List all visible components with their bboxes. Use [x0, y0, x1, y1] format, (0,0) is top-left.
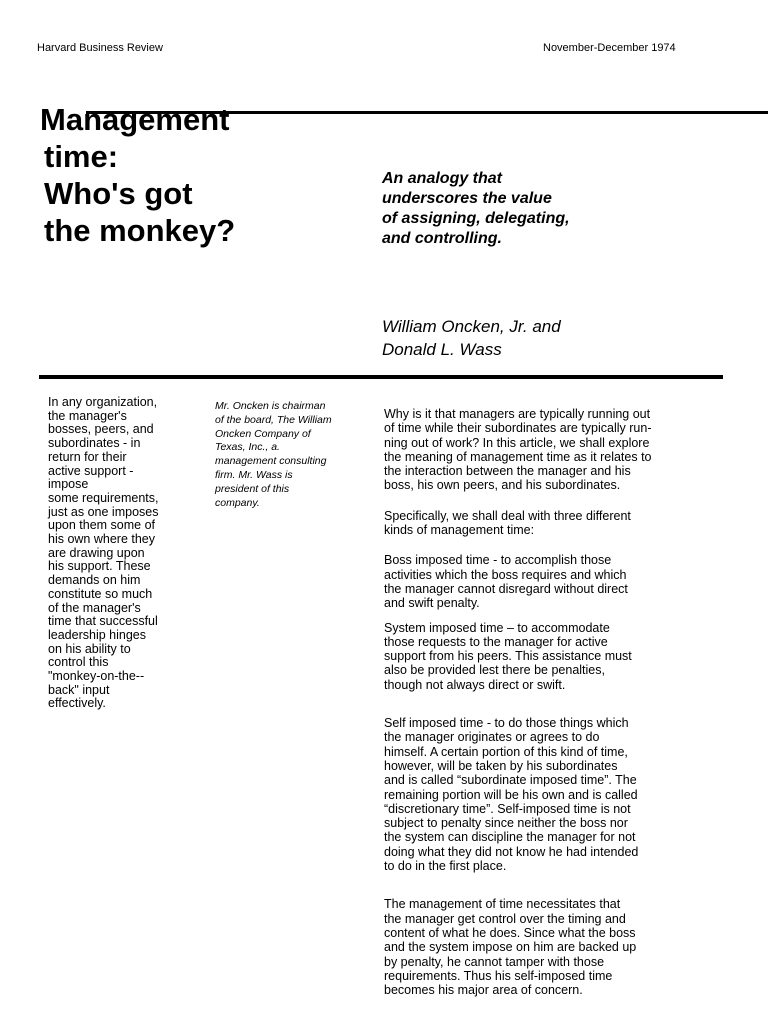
summary-line: control this: [48, 655, 109, 670]
body-line: to do in the first place.: [384, 859, 507, 874]
summary-line: effectively.: [48, 696, 106, 711]
article-authors: [382, 315, 561, 361]
author-note-line: Texas, Inc., a.: [215, 441, 280, 454]
article-subtitle: [382, 169, 570, 249]
body-line: The management of time necessitates that: [384, 897, 621, 912]
body-line: the manager get control over the timing and: [384, 911, 626, 926]
summary-column: [48, 396, 188, 711]
body-line: the interaction between the manager and his: [384, 464, 631, 479]
author-note-line: Mr. Oncken is chairman: [215, 400, 326, 412]
author-line: William Oncken, Jr. and: [382, 317, 561, 336]
body-line: Boss imposed time - to accomplish those: [384, 553, 612, 568]
body-line: System imposed time – to accommodate: [384, 620, 610, 635]
section-divider: [39, 375, 723, 379]
author-note-line: Oncken Company of: [215, 427, 311, 440]
summary-line: demands on him: [48, 573, 141, 588]
body-column: [384, 398, 714, 997]
body-line: Specifically, we shall deal with three different: [384, 508, 631, 523]
summary-line: just as one imposes: [48, 504, 159, 519]
body-line: subject to penalty since neither the boss nor: [384, 816, 628, 831]
body-line: those requests to the manager for active: [384, 634, 608, 649]
body-line: boss, his own peers, and his subordinates.: [384, 478, 621, 493]
subtitle-line: underscores the value: [382, 190, 552, 207]
body-line: also be provided lest there be penalties,: [384, 663, 605, 678]
summary-line: active support -: [48, 463, 134, 478]
body-line: kinds of management time:: [384, 523, 535, 538]
author-note-line: company.: [215, 496, 260, 509]
author-note-line: management consulting: [215, 455, 327, 468]
body-line: by penalty, he cannot tamper with those: [384, 954, 605, 969]
title-line: the monkey?: [44, 213, 236, 248]
body-line: requirements. Thus his self-imposed time: [384, 968, 613, 983]
body-line: “discretionary time”. Self-imposed time is not: [384, 801, 631, 816]
summary-line: his own where they: [48, 532, 156, 547]
publication-date: November-December 1974: [543, 42, 676, 54]
body-line: the manager cannot disregard without direct: [384, 581, 628, 596]
author-line: Donald L. Wass: [382, 340, 502, 359]
title-line: Who's got: [44, 176, 193, 211]
body-line: Self imposed time - to do those things which: [384, 716, 629, 731]
body-line: activities which the boss requires and which: [384, 567, 627, 582]
subtitle-line: An analogy that: [382, 170, 503, 187]
summary-line: upon them some of: [48, 518, 156, 533]
body-line: and the system impose on him are backed up: [384, 940, 637, 955]
publication-name: Harvard Business Review: [37, 42, 163, 54]
summary-line: some requirements,: [48, 490, 159, 505]
body-line: of time while their subordinates are typically run-: [384, 421, 652, 436]
body-line: ning out of work? In this article, we shall explore: [384, 435, 650, 450]
summary-line: his support. These: [48, 559, 151, 574]
body-line: the system can discipline the manager for not: [384, 830, 636, 845]
summary-line: return for their: [48, 449, 127, 464]
body-line: himself. A certain portion of this kind of time,: [384, 744, 628, 759]
summary-line: of the manager's: [48, 600, 141, 615]
body-line: and swift penalty.: [384, 596, 480, 611]
summary-line: impose: [48, 477, 89, 492]
summary-line: subordinates - in: [48, 436, 141, 451]
title-line: time:: [44, 139, 119, 174]
body-line: however, will be taken by his subordinates: [384, 758, 618, 773]
summary-line: back" input: [48, 682, 110, 697]
subtitle-line: and controlling.: [382, 230, 502, 247]
body-line: and is called “subordinate imposed time”. The: [384, 773, 637, 788]
summary-line: "monkey-on-the--: [48, 669, 145, 684]
summary-line: In any organization,: [48, 395, 158, 409]
summary-line: bosses, peers, and: [48, 422, 154, 437]
body-line: doing what they did not know he had intended: [384, 844, 639, 859]
summary-line: time that successful: [48, 614, 158, 629]
body-line: the meaning of management time as it relates to: [384, 449, 652, 464]
body-line: remaining portion will be his own and is called: [384, 787, 638, 802]
summary-line: leadership hinges: [48, 627, 146, 642]
title-line: Management: [40, 102, 230, 137]
summary-line: constitute so much: [48, 586, 153, 601]
summary-line: are drawing upon: [48, 545, 145, 560]
author-note: [215, 400, 360, 510]
body-line: though not always direct or swift.: [384, 677, 566, 692]
author-note-line: president of this: [215, 482, 290, 495]
body-line: content of what he does. Since what the boss: [384, 925, 636, 940]
summary-line: on his ability to: [48, 641, 131, 656]
body-line: support from his peers. This assistance must: [384, 649, 632, 664]
subtitle-line: of assigning, delegating,: [382, 210, 570, 227]
author-note-line: firm. Mr. Wass is: [215, 468, 293, 481]
body-line: Why is it that managers are typically running out: [384, 407, 651, 421]
summary-line: the manager's: [48, 408, 127, 423]
body-line: the manager originates or agrees to do: [384, 730, 600, 745]
author-note-line: of the board, The William: [215, 413, 332, 426]
body-line: becomes his major area of concern.: [384, 983, 583, 998]
article-title: [40, 101, 235, 249]
